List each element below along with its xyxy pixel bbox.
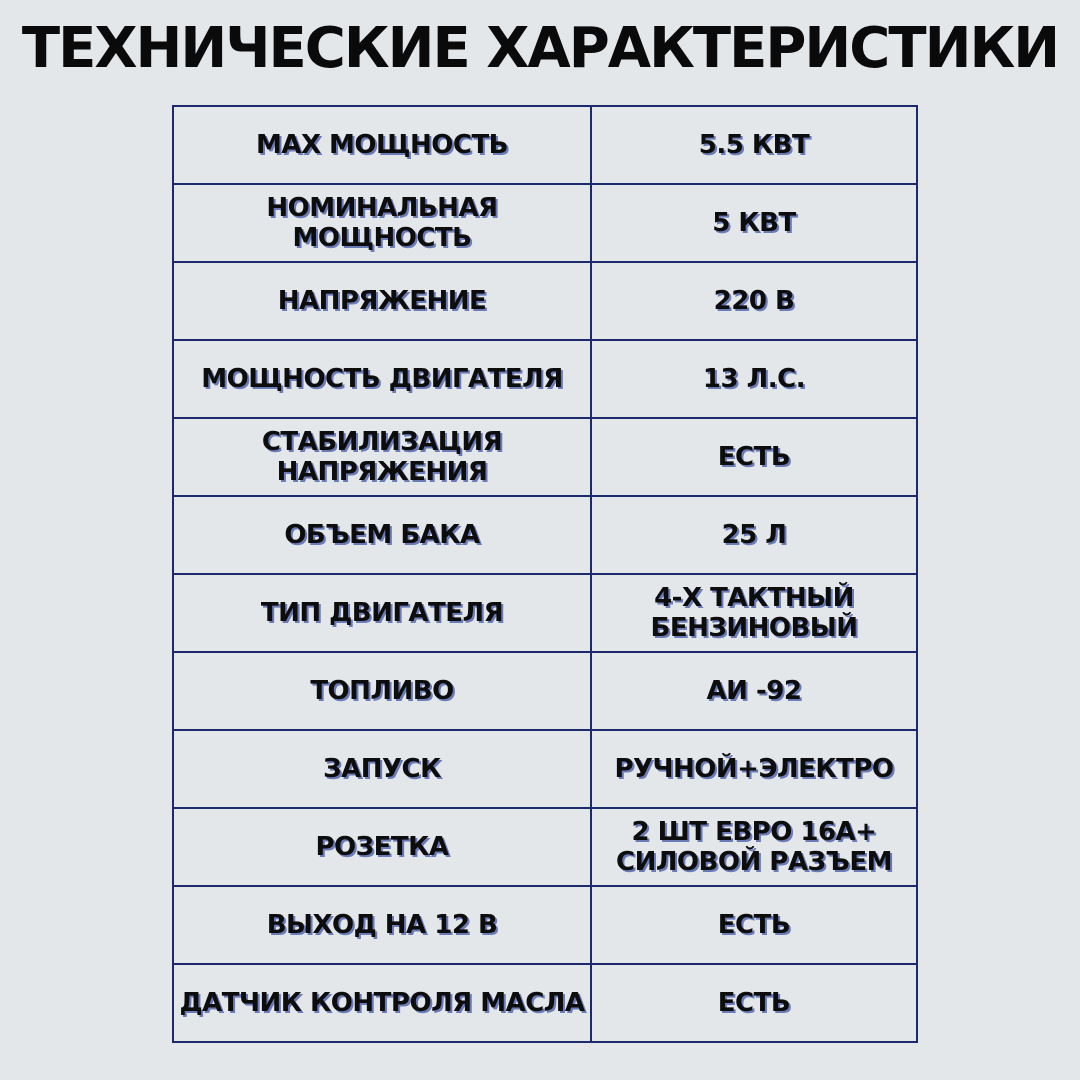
spec-row bbox=[173, 340, 917, 418]
spec-row bbox=[173, 652, 917, 730]
spec-label: НАПРЯЖЕНИЕ bbox=[173, 262, 591, 340]
spec-row bbox=[173, 106, 917, 184]
spec-row bbox=[173, 730, 917, 808]
spec-value: 13 Л.С. bbox=[591, 340, 917, 418]
spec-label: ТИП ДВИГАТЕЛЯ bbox=[173, 574, 591, 652]
spec-label: НОМИНАЛЬНАЯ МОЩНОСТЬ bbox=[173, 184, 591, 262]
spec-value: АИ -92 bbox=[591, 652, 917, 730]
spec-row bbox=[173, 262, 917, 340]
spec-row bbox=[173, 808, 917, 886]
spec-label: РОЗЕТКА bbox=[173, 808, 591, 886]
spec-row bbox=[173, 418, 917, 496]
spec-value: ЕСТЬ bbox=[591, 418, 917, 496]
spec-value: 2 ШТ ЕВРО 16А+ СИЛОВОЙ РАЗЪЕМ bbox=[591, 808, 917, 886]
spec-row bbox=[173, 184, 917, 262]
spec-value: 5 КВТ bbox=[591, 184, 917, 262]
spec-row bbox=[173, 574, 917, 652]
spec-value: 220 В bbox=[591, 262, 917, 340]
spec-label: МОЩНОСТЬ ДВИГАТЕЛЯ bbox=[173, 340, 591, 418]
spec-label: MAX МОЩНОСТЬ bbox=[173, 106, 591, 184]
spec-value: ЕСТЬ bbox=[591, 886, 917, 964]
spec-value: 4-Х ТАКТНЫЙ БЕНЗИНОВЫЙ bbox=[591, 574, 917, 652]
spec-label: ДАТЧИК КОНТРОЛЯ МАСЛА bbox=[173, 964, 591, 1042]
spec-label: ЗАПУСК bbox=[173, 730, 591, 808]
spec-value: 5.5 КВТ bbox=[591, 106, 917, 184]
spec-label: ТОПЛИВО bbox=[173, 652, 591, 730]
page-title: ТЕХНИЧЕСКИЕ ХАРАКТЕРИСТИКИ bbox=[21, 16, 1059, 81]
spec-value: РУЧНОЙ+ЭЛЕКТРО bbox=[591, 730, 917, 808]
spec-row bbox=[173, 496, 917, 574]
spec-value: 25 Л bbox=[591, 496, 917, 574]
spec-label: СТАБИЛИЗАЦИЯ НАПРЯЖЕНИЯ bbox=[173, 418, 591, 496]
spec-row bbox=[173, 886, 917, 964]
spec-label: ВЫХОД НА 12 В bbox=[173, 886, 591, 964]
specs-table bbox=[172, 105, 918, 1043]
spec-value: ЕСТЬ bbox=[591, 964, 917, 1042]
spec-row bbox=[173, 964, 917, 1042]
spec-label: ОБЪЕМ БАКА bbox=[173, 496, 591, 574]
